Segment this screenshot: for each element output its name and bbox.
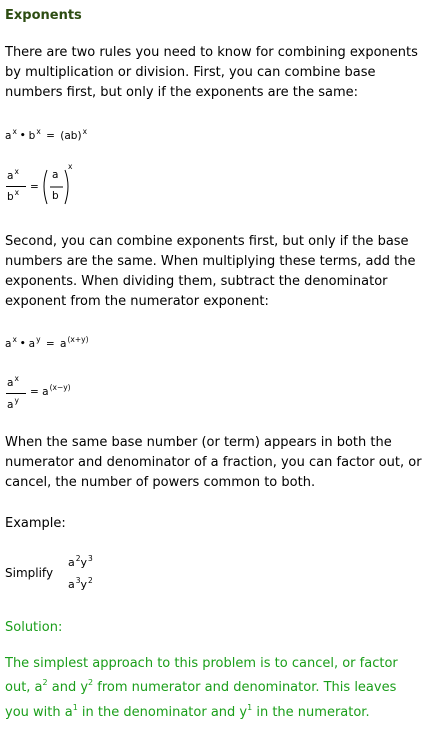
multiply-dot: • <box>19 131 26 141</box>
paragraph-line: numbers are the same. When multiplying these terms, add the <box>5 254 416 269</box>
multiply-dot: • <box>19 339 26 349</box>
fraction-numerator: a <box>52 169 59 181</box>
parenthesized-fraction <box>41 166 81 212</box>
paragraph-line: When the same base number (or term) appears in both the <box>5 435 392 450</box>
fraction-denominator: b <box>52 190 59 202</box>
solution-label: Solution: <box>5 620 63 635</box>
fraction-denominator: $b^x$ <box>7 188 20 203</box>
intro-line: numbers first, but only if the exponents are the same: <box>5 85 358 100</box>
math-base: a <box>60 338 67 350</box>
paragraph-line: The simplest approach to this problem is to cancel, or factor <box>5 656 398 671</box>
math-exponent: (x+y) <box>67 335 89 344</box>
math-exponent: x <box>12 127 17 136</box>
rule-product-same-base <box>5 335 89 350</box>
intro-line: by multiplication or division. First, you can combine base <box>5 65 376 80</box>
paragraph-line: numerator and denominator of a fraction, you can factor out, or <box>5 455 422 470</box>
paragraph-line: cancel, the number of powers common to both. <box>5 475 316 490</box>
math-base: a <box>5 338 12 350</box>
math-base: b <box>28 130 36 142</box>
fraction-numerator: $a^2y^3$ <box>68 554 93 569</box>
paragraph-line: Second, you can combine exponents first, but only if the base <box>5 234 409 249</box>
fraction-numerator: $a^x$ <box>7 167 19 182</box>
math-exponent: x <box>82 127 88 136</box>
math-exponent: y <box>36 335 41 344</box>
example-label: Example: <box>5 516 66 531</box>
fraction-denominator: $a^y$ <box>7 396 19 411</box>
solution-paragraph <box>5 652 437 726</box>
math-exponent: x <box>36 127 41 136</box>
paragraph-line: exponent from the numerator exponent: <box>5 294 269 309</box>
paragraph-line: out, $a^2$ and $y^2$ from numerator and denominator. This leaves <box>5 678 397 695</box>
intro-paragraph <box>5 43 437 103</box>
math-exponent: x <box>12 335 17 344</box>
cancel-paragraph <box>5 433 437 493</box>
math-exponent: x <box>68 162 73 171</box>
equals-result: = $a^{(x-y)}$ <box>30 383 71 398</box>
intro-line: There are two rules you need to know for combining exponents <box>5 45 418 60</box>
right-paren <box>65 170 68 204</box>
rule-product-same-exponent <box>5 127 88 142</box>
equals-sign: = <box>45 338 55 350</box>
math-base: (ab) <box>60 130 82 142</box>
paragraph-line: you with $a^1$ in the denominator and $y^1$ in the numerator. <box>5 703 370 720</box>
equals-sign: = <box>46 130 55 142</box>
math-base: a <box>28 338 36 350</box>
left-paren <box>44 170 47 204</box>
paragraph-line: exponents. When dividing them, subtract the denominator <box>5 274 388 289</box>
simplify-label: Simplify <box>5 566 54 580</box>
fraction-bar <box>6 393 26 394</box>
fraction-numerator: $a^x$ <box>7 374 19 389</box>
math-base: a <box>5 130 12 142</box>
fraction-denominator: $a^3y^2$ <box>68 576 93 591</box>
page-title: Exponents <box>5 8 82 23</box>
fraction-bar <box>6 186 26 187</box>
second-rule-paragraph <box>5 232 437 312</box>
equals-sign: = <box>30 181 39 193</box>
